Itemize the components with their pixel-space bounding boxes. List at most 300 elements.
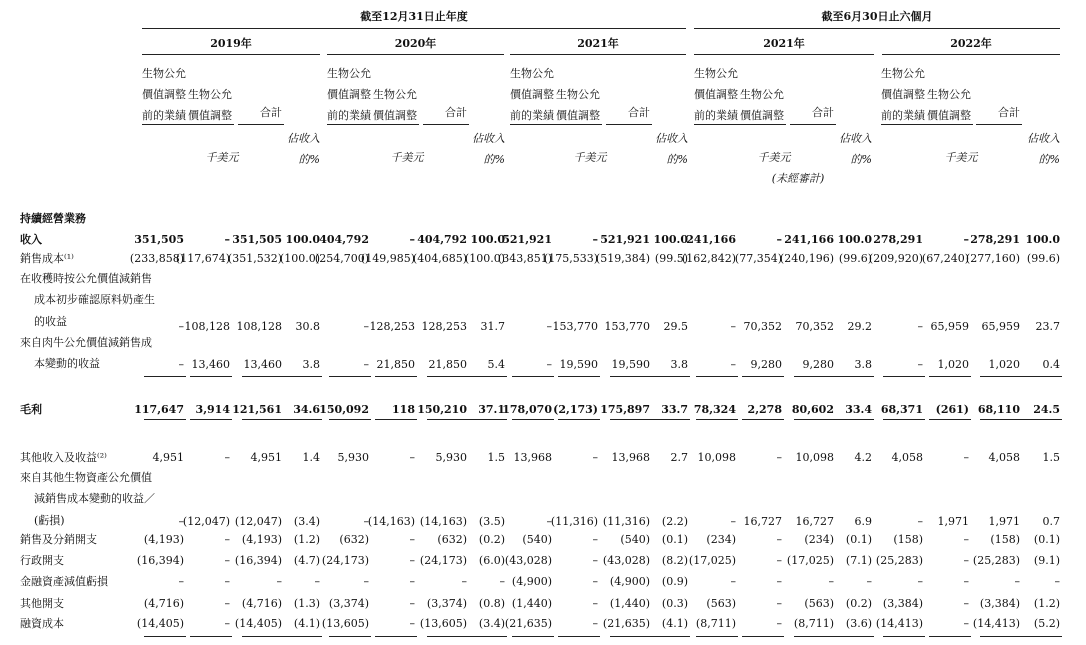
bottom-rule xyxy=(329,636,371,637)
year-header: 2021年 xyxy=(577,37,619,50)
table-cell: (11,316) xyxy=(550,515,598,528)
table-cell: (12,047) xyxy=(234,515,282,528)
col-header-pre-line: 生物公允 xyxy=(327,67,371,80)
table-cell: 6.9 xyxy=(854,515,872,528)
year-header-rule xyxy=(694,54,874,55)
gross-profit-rule xyxy=(190,419,232,420)
table-cell: – xyxy=(776,575,782,588)
col-header-adjustment xyxy=(373,84,421,126)
table-cell: (3.5) xyxy=(478,515,505,528)
bottom-rule xyxy=(648,636,690,637)
table-cell: 1.5 xyxy=(487,451,505,464)
table-cell: – xyxy=(730,515,736,528)
subtotal-rule-before-gross-profit xyxy=(190,376,232,377)
subtotal-rule-before-gross-profit xyxy=(1020,376,1062,377)
table-cell: (3,374) xyxy=(328,597,369,610)
table-cell: 150,092 xyxy=(319,403,369,416)
row-label-cont: (虧損) xyxy=(34,514,65,527)
table-cell: 117,647 xyxy=(134,403,184,416)
subtotal-rule-before-gross-profit xyxy=(242,376,284,377)
bottom-rule xyxy=(190,636,232,637)
col-header-pct-line: 佔收入 xyxy=(655,132,688,145)
table-cell: (14,163) xyxy=(367,515,415,528)
gross-profit-rule xyxy=(883,419,925,420)
col-header-pre-line: 生物公允 xyxy=(694,67,738,80)
table-cell: – xyxy=(592,575,598,588)
table-cell: (234) xyxy=(804,533,834,546)
table-cell: (0.3) xyxy=(661,597,688,610)
table-cell: – xyxy=(1014,575,1020,588)
table-cell: (16,394) xyxy=(136,554,184,567)
table-cell: – xyxy=(963,617,969,630)
section-title: 持續經營業務 xyxy=(20,212,86,225)
table-cell: (5.2) xyxy=(1033,617,1060,630)
table-cell: – xyxy=(224,575,230,588)
table-cell: (14,413) xyxy=(875,617,923,630)
table-cell: – xyxy=(917,515,923,528)
table-cell: (351,532) xyxy=(227,252,282,265)
gross-profit-rule xyxy=(329,419,371,420)
table-cell: – xyxy=(776,233,782,246)
table-cell: – xyxy=(178,358,184,371)
table-cell: – xyxy=(409,597,415,610)
table-cell: 70,352 xyxy=(795,320,834,333)
row-label: 來自肉牛公允價值減銷售成 xyxy=(20,336,152,349)
year-header: 2019年 xyxy=(210,37,252,50)
table-cell: 13,968 xyxy=(513,451,552,464)
table-cell: (6.0) xyxy=(478,554,505,567)
table-cell: 37.1 xyxy=(478,403,505,416)
bottom-rule xyxy=(696,636,738,637)
col-header-pre-adjustment xyxy=(694,63,742,126)
bottom-rule xyxy=(980,636,1022,637)
gross-profit-rule xyxy=(929,419,971,420)
table-cell: – xyxy=(776,554,782,567)
bottom-rule xyxy=(929,636,971,637)
table-cell: 118 xyxy=(392,403,415,416)
table-cell: 1,971 xyxy=(937,515,969,528)
bottom-rule xyxy=(375,636,417,637)
col-header-pre-line: 生物公允 xyxy=(142,67,186,80)
bottom-rule xyxy=(610,636,652,637)
table-cell: (21,635) xyxy=(504,617,552,630)
bottom-rule xyxy=(465,636,507,637)
table-cell: (9.1) xyxy=(1033,554,1060,567)
table-cell: – xyxy=(224,233,230,246)
year-header-rule xyxy=(327,54,504,55)
table-cell: 100.0 xyxy=(285,233,320,246)
table-cell: – xyxy=(917,575,923,588)
table-cell: – xyxy=(776,597,782,610)
table-cell: – xyxy=(224,451,230,464)
table-cell: 13,460 xyxy=(191,358,230,371)
table-cell: 1,020 xyxy=(988,358,1020,371)
year-header: 2020年 xyxy=(394,37,437,50)
table-cell: (4,900) xyxy=(609,575,650,588)
table-cell: – xyxy=(592,617,598,630)
table-cell: 29.2 xyxy=(847,320,872,333)
table-cell: – xyxy=(776,617,782,630)
gross-profit-rule xyxy=(1020,419,1062,420)
table-cell: 9,280 xyxy=(802,358,834,371)
col-header-pct-line: 的% xyxy=(298,153,320,166)
col-header-adj-line: 生物公允 xyxy=(556,88,600,101)
gross-profit-rule xyxy=(280,419,322,420)
table-cell: (158) xyxy=(893,533,923,546)
gross-profit-rule xyxy=(742,419,784,420)
col-header-adj-line: 價值調整 xyxy=(373,109,417,122)
table-cell: (540) xyxy=(620,533,650,546)
subtotal-rule-before-gross-profit xyxy=(929,376,971,377)
table-cell: (0.1) xyxy=(661,533,688,546)
table-cell: (3.4) xyxy=(293,515,320,528)
table-cell: (12,047) xyxy=(182,515,230,528)
table-cell: 21,850 xyxy=(376,358,415,371)
col-header-rule xyxy=(881,124,927,125)
table-cell: – xyxy=(409,617,415,630)
table-cell: 521,921 xyxy=(600,233,650,246)
gross-profit-rule xyxy=(558,419,600,420)
table-cell: 2,278 xyxy=(747,403,782,416)
table-cell: (13,605) xyxy=(321,617,369,630)
table-cell: (7.1) xyxy=(845,554,872,567)
table-cell: 65,959 xyxy=(930,320,969,333)
table-cell: 34.6 xyxy=(293,403,320,416)
col-header-pct-line: 佔收入 xyxy=(839,132,872,145)
table-cell: (99.5) xyxy=(654,252,688,265)
bottom-rule xyxy=(794,636,836,637)
table-cell: (234) xyxy=(706,533,736,546)
table-cell: – xyxy=(592,533,598,546)
table-cell: (67,240) xyxy=(921,252,969,265)
table-cell: (43,028) xyxy=(504,554,552,567)
gross-profit-rule xyxy=(794,419,836,420)
subtotal-rule-before-gross-profit xyxy=(375,376,417,377)
col-header-pct-line: 佔收入 xyxy=(472,132,505,145)
table-cell: 4,058 xyxy=(891,451,923,464)
table-cell: (99.6) xyxy=(1026,252,1060,265)
table-cell: (0.1) xyxy=(1033,533,1060,546)
table-cell: 30.8 xyxy=(295,320,320,333)
year-header: 2021年 xyxy=(763,37,805,50)
table-cell: (540) xyxy=(522,533,552,546)
table-cell: (77,354) xyxy=(734,252,782,265)
table-cell: – xyxy=(224,554,230,567)
col-header-total: 合計 xyxy=(260,106,282,119)
table-cell: (1.2) xyxy=(1033,597,1060,610)
table-cell: 19,590 xyxy=(611,358,650,371)
unit-label: 千美元 xyxy=(390,151,424,164)
table-cell: – xyxy=(499,575,505,588)
gross-profit-rule xyxy=(427,419,469,420)
table-cell: 5,930 xyxy=(337,451,369,464)
table-cell: (4.1) xyxy=(661,617,688,630)
table-cell: – xyxy=(917,320,923,333)
table-cell: – xyxy=(592,451,598,464)
table-cell: (277,160) xyxy=(965,252,1020,265)
table-cell: 0.4 xyxy=(1042,358,1060,371)
table-cell: 2.7 xyxy=(670,451,688,464)
table-cell: 5,930 xyxy=(435,451,467,464)
table-cell: (2,173) xyxy=(553,403,598,416)
table-cell: 1.4 xyxy=(302,451,320,464)
col-header-pre-line: 價值調整 xyxy=(142,88,186,101)
table-cell: – xyxy=(546,320,552,333)
table-cell: 23.7 xyxy=(1035,320,1060,333)
table-cell: (404,685) xyxy=(412,252,467,265)
col-header-pct xyxy=(832,128,872,170)
table-cell: (3,384) xyxy=(882,597,923,610)
table-cell: (4,716) xyxy=(143,597,184,610)
table-cell: – xyxy=(178,515,184,528)
subtotal-rule-before-gross-profit xyxy=(648,376,690,377)
table-cell: – xyxy=(730,320,736,333)
period-group-full-year-rule xyxy=(142,28,686,29)
table-cell: (21,635) xyxy=(602,617,650,630)
period-group-six-months-rule xyxy=(694,28,1060,29)
table-cell: 521,921 xyxy=(502,233,552,246)
table-cell: 278,291 xyxy=(873,233,923,246)
table-cell: 100.0 xyxy=(470,233,505,246)
table-cell: (8,711) xyxy=(695,617,736,630)
col-header-adjustment xyxy=(740,84,788,126)
year-header-rule xyxy=(882,54,1060,55)
table-cell: (14,163) xyxy=(419,515,467,528)
table-cell: – xyxy=(363,320,369,333)
gross-profit-rule xyxy=(980,419,1022,420)
gross-profit-rule xyxy=(832,419,874,420)
col-header-pre-line: 價值調整 xyxy=(694,88,738,101)
table-cell: – xyxy=(363,515,369,528)
table-cell: 278,291 xyxy=(970,233,1020,246)
table-cell: 68,371 xyxy=(880,403,923,416)
table-cell: 65,959 xyxy=(981,320,1020,333)
table-cell: (563) xyxy=(706,597,736,610)
subtotal-rule-before-gross-profit xyxy=(144,376,186,377)
gross-profit-rule xyxy=(465,419,507,420)
col-header-total: 合計 xyxy=(812,106,834,119)
col-header-adjustment xyxy=(927,84,975,126)
table-cell: – xyxy=(363,575,369,588)
table-cell: – xyxy=(409,233,415,246)
table-cell: (43,028) xyxy=(602,554,650,567)
col-header-rule xyxy=(373,124,419,125)
col-header-pre-line: 前的業績 xyxy=(142,109,186,122)
col-header-adjustment xyxy=(188,84,236,126)
subtotal-rule-before-gross-profit xyxy=(465,376,507,377)
table-cell: (343,851) xyxy=(497,252,552,265)
table-cell: (4,193) xyxy=(241,533,282,546)
bottom-rule xyxy=(427,636,469,637)
table-cell: – xyxy=(314,575,320,588)
gross-profit-rule xyxy=(144,419,186,420)
col-header-pre-line: 價值調整 xyxy=(881,88,925,101)
table-cell: 404,792 xyxy=(319,233,369,246)
table-cell: (3,374) xyxy=(426,597,467,610)
col-header-pre-adjustment xyxy=(881,63,929,126)
table-cell: – xyxy=(592,554,598,567)
row-label: 融資成本 xyxy=(20,617,64,630)
table-cell: 100.0 xyxy=(837,233,872,246)
bottom-rule xyxy=(512,636,554,637)
table-cell: 153,770 xyxy=(552,320,598,333)
col-header-total: 合計 xyxy=(445,106,467,119)
table-cell: – xyxy=(592,233,598,246)
table-cell: (0.2) xyxy=(845,597,872,610)
table-cell: (4,900) xyxy=(511,575,552,588)
table-cell: 150,210 xyxy=(417,403,467,416)
gross-profit-rule xyxy=(610,419,652,420)
col-header-rule xyxy=(327,124,373,125)
row-label: 金融資產減值虧損 xyxy=(20,575,108,588)
year-header-rule xyxy=(510,54,686,55)
table-cell: – xyxy=(866,575,872,588)
table-cell: 175,897 xyxy=(600,403,650,416)
table-cell: – xyxy=(963,575,969,588)
table-cell: 100.0 xyxy=(1025,233,1060,246)
table-cell: (149,985) xyxy=(360,252,415,265)
table-cell: (100.0) xyxy=(279,252,320,265)
row-label: 毛利 xyxy=(20,403,42,416)
table-cell: (4,193) xyxy=(143,533,184,546)
col-header-pre-adjustment xyxy=(327,63,375,126)
table-cell: 3,914 xyxy=(195,403,230,416)
col-header-pct xyxy=(465,128,505,170)
table-cell: 241,166 xyxy=(686,233,736,246)
table-cell: – xyxy=(963,233,969,246)
col-header-rule xyxy=(142,124,188,125)
table-cell: 153,770 xyxy=(604,320,650,333)
col-header-adj-line: 生物公允 xyxy=(188,88,232,101)
unit-label: 千美元 xyxy=(757,151,791,164)
col-header-adj-line: 生物公允 xyxy=(740,88,784,101)
table-cell: (11,316) xyxy=(602,515,650,528)
subtotal-rule-before-gross-profit xyxy=(696,376,738,377)
table-cell: 108,128 xyxy=(184,320,230,333)
table-cell: – xyxy=(730,358,736,371)
table-cell: 5.4 xyxy=(487,358,505,371)
table-cell: 1,020 xyxy=(937,358,969,371)
table-cell: – xyxy=(276,575,282,588)
table-cell: – xyxy=(1054,575,1060,588)
col-header-pct xyxy=(280,128,320,170)
col-header-pre-line: 前的業績 xyxy=(327,109,371,122)
table-cell: 100.0 xyxy=(653,233,688,246)
table-cell: 4,951 xyxy=(152,451,184,464)
bottom-rule xyxy=(742,636,784,637)
unit-label: 千美元 xyxy=(205,151,239,164)
table-cell: (162,842) xyxy=(681,252,736,265)
col-header-rule xyxy=(423,124,469,125)
col-header-rule xyxy=(238,124,284,125)
row-label: 其他收入及收益⁽²⁾ xyxy=(20,451,107,464)
row-label: 其他開支 xyxy=(20,597,64,610)
col-header-adj-line: 價值調整 xyxy=(556,109,600,122)
table-cell: – xyxy=(963,597,969,610)
col-header-pre-line: 生物公允 xyxy=(510,67,554,80)
row-label: 銷售及分銷開支 xyxy=(20,533,97,546)
table-cell: 1,971 xyxy=(988,515,1020,528)
table-cell: (261) xyxy=(935,403,969,416)
col-header-pct xyxy=(648,128,688,170)
gross-profit-rule xyxy=(648,419,690,420)
col-header-pre-line: 價值調整 xyxy=(327,88,371,101)
col-header-adj-line: 價值調整 xyxy=(188,109,232,122)
table-cell: (3.6) xyxy=(845,617,872,630)
row-label-cont: 的收益 xyxy=(34,315,67,328)
col-header-pre-adjustment xyxy=(142,63,190,126)
table-cell: 3.8 xyxy=(302,358,320,371)
gross-profit-rule xyxy=(375,419,417,420)
table-cell: – xyxy=(963,554,969,567)
table-cell: 13,460 xyxy=(243,358,282,371)
table-cell: 29.5 xyxy=(663,320,688,333)
bottom-rule xyxy=(280,636,322,637)
table-cell: – xyxy=(592,597,598,610)
table-cell: – xyxy=(178,575,184,588)
table-cell: 80,602 xyxy=(791,403,834,416)
table-cell: 24.5 xyxy=(1033,403,1060,416)
col-header-adj-line: 生物公允 xyxy=(927,88,971,101)
table-cell: – xyxy=(409,554,415,567)
table-cell: – xyxy=(363,358,369,371)
subtotal-rule-before-gross-profit xyxy=(427,376,469,377)
bottom-rule xyxy=(558,636,600,637)
table-cell: (25,283) xyxy=(875,554,923,567)
table-cell: – xyxy=(224,617,230,630)
col-header-pct xyxy=(1020,128,1060,170)
col-header-adj-line: 價值調整 xyxy=(740,109,784,122)
row-label: 行政開支 xyxy=(20,554,64,567)
row-label: 在收穫時按公允價值減銷售 xyxy=(20,272,152,285)
table-cell: (8.2) xyxy=(661,554,688,567)
unaudited-label: (未經審計) xyxy=(771,172,825,185)
table-cell: (254,700) xyxy=(314,252,369,265)
subtotal-rule-before-gross-profit xyxy=(980,376,1022,377)
table-cell: (24,173) xyxy=(321,554,369,567)
table-cell: (1.3) xyxy=(293,597,320,610)
table-cell: 21,850 xyxy=(428,358,467,371)
col-header-pct-line: 的% xyxy=(483,153,505,166)
table-cell: – xyxy=(963,451,969,464)
col-header-pct-line: 的% xyxy=(850,153,872,166)
table-cell: 19,590 xyxy=(559,358,598,371)
table-cell: 121,561 xyxy=(232,403,282,416)
table-cell: (14,413) xyxy=(972,617,1020,630)
table-cell: (17,025) xyxy=(688,554,736,567)
col-header-pre-line: 前的業績 xyxy=(694,109,738,122)
year-header-rule xyxy=(142,54,320,55)
table-cell: (0.8) xyxy=(478,597,505,610)
col-header-adj-line: 生物公允 xyxy=(373,88,417,101)
table-cell: 31.7 xyxy=(480,320,505,333)
table-cell: (233,858) xyxy=(129,252,184,265)
table-cell: – xyxy=(224,533,230,546)
col-header-adjustment xyxy=(556,84,604,126)
table-cell: 4,951 xyxy=(250,451,282,464)
table-cell: 4,058 xyxy=(988,451,1020,464)
col-header-rule xyxy=(976,124,1022,125)
table-cell: 10,098 xyxy=(795,451,834,464)
row-label: 收入 xyxy=(20,233,42,246)
table-cell: – xyxy=(178,320,184,333)
table-cell: – xyxy=(409,533,415,546)
table-cell: (3.4) xyxy=(478,617,505,630)
subtotal-rule-before-gross-profit xyxy=(280,376,322,377)
table-cell: (100.0) xyxy=(464,252,505,265)
col-header-rule xyxy=(556,124,602,125)
unit-label: 千美元 xyxy=(573,151,607,164)
